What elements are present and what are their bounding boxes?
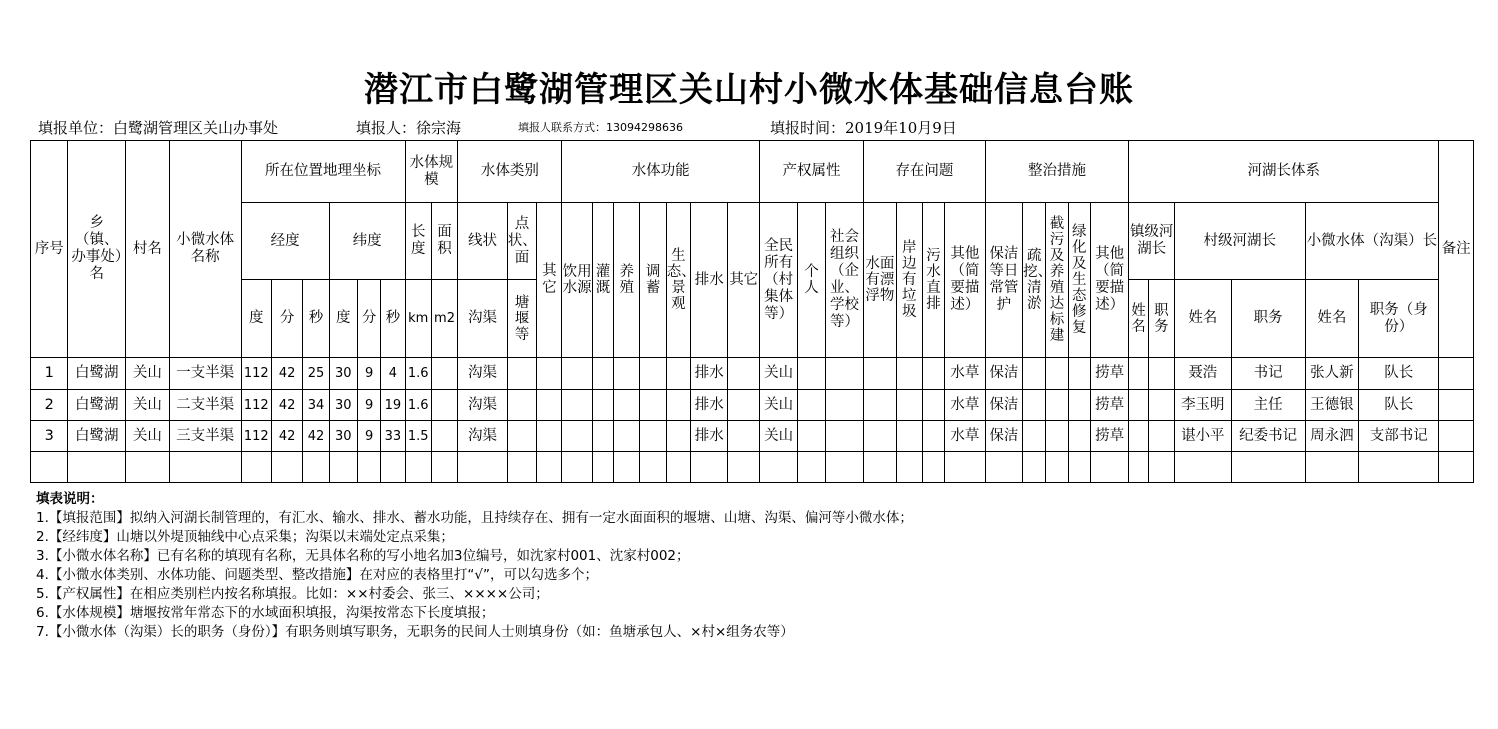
cell-type: 沟渠 — [458, 421, 508, 452]
header-ecology: 生态、景观 — [666, 203, 690, 358]
note-item: 3.【小微水体名称】已有名称的填现有名称，无具体名称的写小地名加3位编号，如沈家村001、沈家村002； — [36, 548, 690, 564]
cell-maintain: 保洁 — [985, 358, 1022, 390]
header-line: 线状 — [458, 203, 508, 280]
header-water-name: 小微水体名称 — [169, 141, 241, 358]
cell-town: 白鹭湖 — [68, 421, 126, 452]
header-unit-m2: m2 — [431, 280, 457, 358]
header-floating: 水面有漂浮物 — [864, 203, 896, 358]
cell-water-chief-name: 张人新 — [1305, 358, 1359, 390]
cell-measure: 捞草 — [1090, 421, 1128, 452]
cell-water-chief-name: 王德银 — [1305, 390, 1359, 421]
header-location: 所在位置地理坐标 — [241, 141, 405, 203]
cell-problem: 水草 — [945, 421, 986, 452]
cell-town: 白鹭湖 — [68, 390, 126, 421]
header-water-chief-name: 姓名 — [1305, 280, 1359, 358]
cell-lat-sec: 4 — [381, 358, 405, 390]
header-greening: 绿化及生态修复 — [1068, 203, 1090, 358]
header-town-chief-name: 姓名 — [1129, 280, 1148, 358]
header-remark: 备注 — [1439, 141, 1474, 358]
header-pond: 塘堰等 — [507, 280, 536, 358]
cell-village: 关山 — [126, 390, 170, 421]
cell-water-name: 三支半渠 — [169, 421, 241, 452]
header-personal: 个人 — [798, 203, 825, 358]
note-item: 6.【水体规模】塘堰按常年常态下的水域面积填报，沟渠按常态下长度填报； — [36, 605, 495, 621]
cell-water-chief-position: 队长 — [1359, 358, 1439, 390]
notes-heading: 填表说明： — [36, 491, 104, 507]
note-item: 5.【产权属性】在相应类别栏内按名称填报。比如：××村委会、张三、××××公司； — [36, 586, 549, 602]
header-unit-km: km — [405, 280, 431, 358]
cell-function: 排水 — [691, 358, 728, 390]
cell-owner: 关山 — [759, 390, 797, 421]
cell-lon-min: 42 — [271, 358, 302, 390]
header-water-chief: 小微水体（沟渠）长 — [1305, 203, 1439, 280]
cell-owner: 关山 — [759, 421, 797, 452]
cell-lat-min: 9 — [357, 358, 380, 390]
header-category-other: 其它 — [537, 203, 562, 358]
cell-lon-deg: 112 — [241, 421, 271, 452]
cell-problem: 水草 — [945, 358, 986, 390]
reporter: 填报人：徐宗海 — [356, 119, 462, 137]
page-title: 潜江市白鹭湖管理区关山村小微水体基础信息台账 — [364, 70, 1134, 110]
cell-type: 沟渠 — [458, 358, 508, 390]
cell-function: 排水 — [691, 421, 728, 452]
header-measure-other: 其他（简要描述） — [1090, 203, 1128, 358]
cell-maintain: 保洁 — [985, 421, 1022, 452]
cell-water-chief-position: 支部书记 — [1359, 421, 1439, 452]
header-point-area: 点状、面 — [507, 203, 536, 280]
header-area: 面积 — [431, 203, 457, 280]
header-irrigation: 灌溉 — [592, 203, 613, 358]
cell-water-name: 二支半渠 — [169, 390, 241, 421]
note-item: 2.【经纬度】山塘以外堤顶轴线中心点采集；沟渠以末端处定点采集； — [36, 529, 454, 545]
cell-village-chief-name: 李玉明 — [1174, 390, 1231, 421]
cell-problem: 水草 — [945, 390, 986, 421]
cell-function: 排水 — [691, 390, 728, 421]
cell-area — [431, 421, 457, 452]
header-function-other: 其它 — [728, 203, 759, 358]
cell-lat-deg: 30 — [329, 421, 357, 452]
header-town-chief: 镇级河湖长 — [1129, 203, 1175, 280]
cell-water-name: 一支半渠 — [169, 358, 241, 390]
header-dredge: 疏挖、清淤 — [1023, 203, 1046, 358]
header-chief-system: 河湖长体系 — [1129, 141, 1439, 203]
header-longitude: 经度 — [241, 203, 329, 280]
cell-village-chief-position: 书记 — [1231, 358, 1305, 390]
cell-lon-deg: 112 — [241, 358, 271, 390]
cell-lon-deg: 112 — [241, 390, 271, 421]
cell-village-chief-name: 聂浩 — [1174, 358, 1231, 390]
report-date: 填报时间：2019年10月9日 — [770, 119, 957, 137]
header-ditch: 沟渠 — [458, 280, 508, 358]
header-village: 村名 — [126, 141, 170, 358]
cell-lat-min: 9 — [357, 421, 380, 452]
header-village-chief-position: 职务 — [1231, 280, 1305, 358]
header-scale: 水体规模 — [405, 141, 458, 203]
cell-lon-min: 42 — [271, 421, 302, 452]
header-maintain: 保洁等日常管护 — [985, 203, 1022, 358]
header-public: 全民所有（村集体等） — [759, 203, 797, 358]
header-town-chief-position: 职务 — [1148, 280, 1174, 358]
header-latitude: 纬度 — [329, 203, 405, 280]
cell-village-chief-name: 谌小平 — [1174, 421, 1231, 452]
header-drainage: 排水 — [691, 203, 728, 358]
cell-area — [431, 390, 457, 421]
header-drinking: 饮用水源 — [562, 203, 592, 358]
cell-length: 1.5 — [405, 421, 431, 452]
cell-length: 1.6 — [405, 358, 431, 390]
header-social: 社会组织（企业、学校等） — [825, 203, 864, 358]
header-lat-min: 分 — [357, 280, 380, 358]
header-lon-deg: 度 — [241, 280, 271, 358]
cell-town: 白鹭湖 — [68, 358, 126, 390]
cell-water-chief-name: 周永泗 — [1305, 421, 1359, 452]
reporter-contact: 填报人联系方式：13094298636 — [518, 121, 683, 134]
cell-measure: 捞草 — [1090, 358, 1128, 390]
header-property: 产权属性 — [759, 141, 863, 203]
cell-seq: 2 — [31, 390, 68, 421]
header-shore-trash: 岸边有垃圾 — [896, 203, 922, 358]
header-lat-deg: 度 — [329, 280, 357, 358]
header-category: 水体类别 — [458, 141, 562, 203]
cell-owner: 关山 — [759, 358, 797, 390]
table-row — [31, 358, 1474, 390]
header-breeding: 养殖 — [614, 203, 640, 358]
cell-lat-deg: 30 — [329, 390, 357, 421]
cell-lon-min: 42 — [271, 390, 302, 421]
cell-lon-sec: 34 — [303, 390, 329, 421]
cell-lat-sec: 33 — [381, 421, 405, 452]
cell-lat-sec: 19 — [381, 390, 405, 421]
ledger-table — [30, 140, 1474, 483]
cell-village: 关山 — [126, 358, 170, 390]
note-item: 7.【小微水体（沟渠）长的职务（身份）】有职务则填写职务，无职务的民间人士则填身份（如：鱼塘承包人、×村×组务农等） — [36, 624, 794, 640]
header-storage: 调蓄 — [640, 203, 666, 358]
header-length: 长度 — [405, 203, 431, 280]
cell-lon-sec: 25 — [303, 358, 329, 390]
cell-seq: 1 — [31, 358, 68, 390]
header-lon-min: 分 — [271, 280, 302, 358]
header-intercept: 截污及养殖达标建 — [1046, 203, 1068, 358]
fill-instructions — [36, 490, 1476, 642]
header-lon-sec: 秒 — [303, 280, 329, 358]
header-village-chief-name: 姓名 — [1174, 280, 1231, 358]
header-problem-other: 其他（简要描述） — [945, 203, 986, 358]
header-lat-sec: 秒 — [381, 280, 405, 358]
header-measures: 整治措施 — [985, 141, 1129, 203]
cell-lon-sec: 42 — [303, 421, 329, 452]
cell-area — [431, 358, 457, 390]
cell-measure: 捞草 — [1090, 390, 1128, 421]
table-row — [31, 390, 1474, 421]
table-row-empty — [31, 452, 1474, 483]
cell-lat-deg: 30 — [329, 358, 357, 390]
cell-village-chief-position: 纪委书记 — [1231, 421, 1305, 452]
cell-length: 1.6 — [405, 390, 431, 421]
header-function: 水体功能 — [562, 141, 759, 203]
cell-water-chief-position: 队长 — [1359, 390, 1439, 421]
report-unit: 填报单位：白鹭湖管理区关山办事处 — [38, 119, 279, 137]
note-item: 1.【填报范围】拟纳入河湖长制管理的，有汇水、输水、排水、蓄水功能，且持续存在、拥有一定水面面积的堰塘、山塘、沟渠、偏河等小微水体； — [36, 510, 913, 526]
header-village-chief: 村级河湖长 — [1174, 203, 1305, 280]
header-problems: 存在问题 — [864, 141, 985, 203]
header-seq: 序号 — [31, 141, 68, 358]
cell-village: 关山 — [126, 421, 170, 452]
cell-type: 沟渠 — [458, 390, 508, 421]
table-row — [31, 421, 1474, 452]
cell-village-chief-position: 主任 — [1231, 390, 1305, 421]
cell-seq: 3 — [31, 421, 68, 452]
report-info — [38, 117, 1478, 139]
cell-maintain: 保洁 — [985, 390, 1022, 421]
header-town: 乡（镇、办事处）名 — [68, 141, 126, 358]
cell-lat-min: 9 — [357, 390, 380, 421]
note-item: 4.【小微水体类别、水体功能、问题类型、整改措施】在对应的表格里打“√”，可以勾选多个； — [36, 567, 598, 583]
header-water-chief-position: 职务（身份） — [1359, 280, 1439, 358]
header-sewage: 污水直排 — [922, 203, 944, 358]
